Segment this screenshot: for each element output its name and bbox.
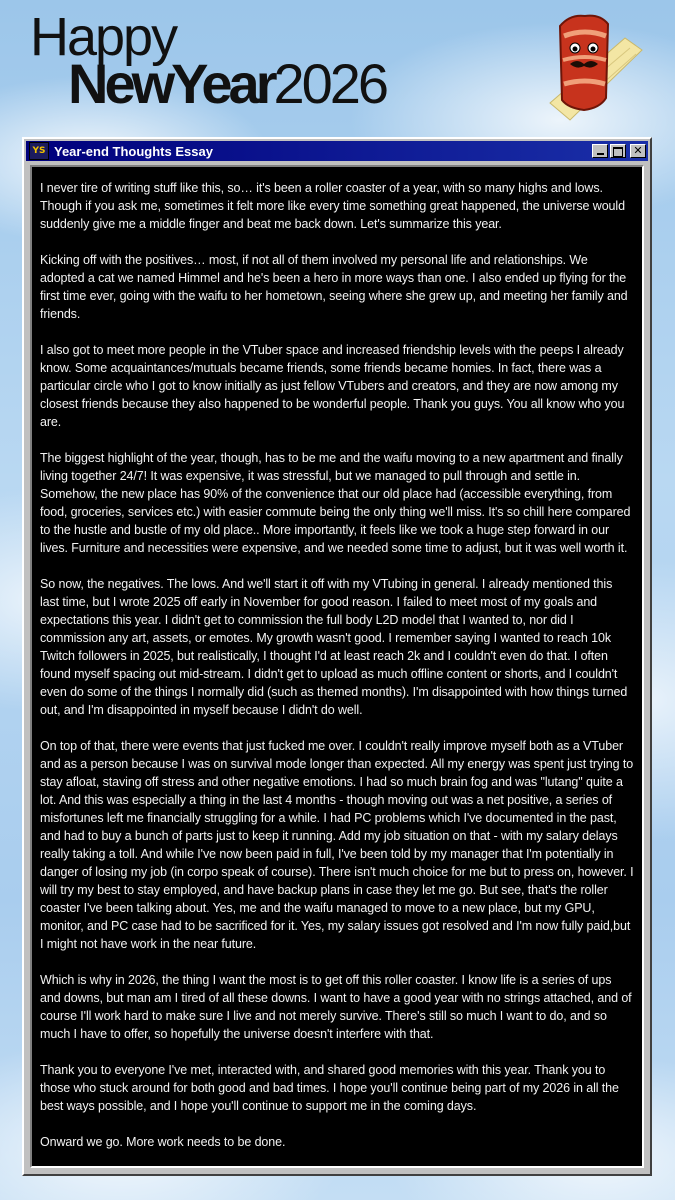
window-controls	[592, 144, 646, 158]
essay-paragraph: I also got to meet more people in the VTuber space and increased friendship levels with the peeps I already know. Some acquaintances/mutuals became friends, some friends became homies. In fact, there was a particular circle who I got to know initially as just fellow VTubers and creators, and they are now among my closest friends because they also happened to be wonderful people. Thank you guys. You all know who you are.	[40, 343, 625, 429]
essay-paragraph: Onward we go. More work needs to be done.	[40, 1135, 286, 1149]
essay-content[interactable]	[30, 165, 644, 1168]
essay-paragraph: Which is why in 2026, the thing I want the most is to get off this roller coaster. I know life is a series of ups and downs, but man am I tired of all these downs. I want to have a good year with no strings attached, and of course I'll work hard to make sure I live and not merely survive. There's still so much I want to do, and so much I have to offer, so hopefully the universe doesn't interfere with that.	[40, 973, 632, 1041]
title-year-number: 2026	[273, 52, 387, 115]
maximize-icon[interactable]	[610, 144, 626, 158]
essay-paragraph: On top of that, there were events that just fucked me over. I couldn't really improve myself both as a VTuber and as a person because I was on survival mode longer than expected. All my energy was spent just trying to stay afloat, staving off stress and other negative emotions. I had so much brain fog and was "lutang" quite a lot. And this was especially a thing in the last 4 months - though moving out was a net positive, a series of misfortunes left me financially struggling for a while. I had PC problems which I've documented in the past, and had to buy a bunch of parts just to keep it running. Add my job situation on that - with my salary delays really taking a toll. And while I've now been paid in full, I've been told by my manager that I'm potentially in danger of losing my job (in corpo speak of course). There isn't much choice for me but to press on, however. I will try my best to stay employed, and have backup plans in case they let me go. But see, that's the roller coaster I've been talking about. Yes, me and the waifu managed to move to a new place, but my GPU, monitor, and PC case had to be sacrificed for it. Yes, my salary issues got resolved and I'm now fully paid,but I might not have work in the near future.	[40, 739, 634, 951]
window-titlebar[interactable]	[26, 141, 648, 161]
minimize-icon[interactable]	[592, 144, 608, 158]
title-new-year-word: NewYear	[68, 52, 274, 115]
essay-paragraph: Kicking off with the positives… most, if not all of them involved my personal life and relationships. We adopted a cat we named Himmel and he's been a hero in more ways than one. I also ended up flying for the first time ever, going with the waifu to her hometown, seeing where she grew up, and meeting her family and friends.	[40, 253, 628, 321]
close-icon[interactable]: ✕	[630, 144, 646, 158]
title-new-year	[68, 52, 387, 115]
window-title: Year-end Thoughts Essay	[54, 143, 213, 159]
essay-paragraph: The biggest highlight of the year, though, has to be me and the waifu moving to a new apartment and finally living together 24/7! It was expensive, it was stressful, but we managed to pull through and settle in. Somehow, the new place has 90% of the convenience that our old place had (accessible everything, from food, groceries, services etc.) with easier commute being the only thing we'll miss. It's so chill here compared to the hustle and bustle of my old place.. More importantly, it feels like we took a huge step forward in our lives. Furniture and necessities were expensive, and we needed some time to adjust, but it was well worth it.	[40, 451, 631, 555]
app-icon: YS	[29, 142, 49, 160]
bacon-mascot-icon	[530, 8, 645, 128]
essay-paragraph: I never tire of writing stuff like this, so… it's been a roller coaster of a year, with so many highs and lows. Though if you ask me, sometimes it felt more like every time something great happened, the universe would suddenly give me a middle finger and beat me back down. Let's summarize this year.	[40, 181, 625, 231]
header	[0, 0, 675, 135]
essay-window	[22, 137, 652, 1176]
essay-paragraph: So now, the negatives. The lows. And we'll start it off with my VTubing in general. I already mentioned this last time, but I wrote 2025 off early in November for good reason. I failed to meet most of my goals and expectations this year. I didn't get to commission the full body L2D model that I wanted to, nor did I commission any art, assets, or emotes. My growth wasn't good. I remember saying I wanted to reach 10k Twitch followers in 2025, but realistically, I thought I'd at least reach 2k and I couldn't even do that. I often found myself spacing out mid-stream. I didn't get to upload as much offline content or shorts, and I couldn't even do some of the things I normally did (such as themed months). I'm disappointed with how things turned out, and I'm disappointed in myself because I didn't do well.	[40, 577, 628, 717]
essay-paragraph: Thank you to everyone I've met, interacted with, and shared good memories with this year. Thank you to those who stuck around for both good and bad times. I hope you'll continue being part of my 2026 in all the best ways possible, and I hope you'll continue to support me in the coming days.	[40, 1063, 619, 1113]
title-happy: Happy	[30, 7, 177, 67]
